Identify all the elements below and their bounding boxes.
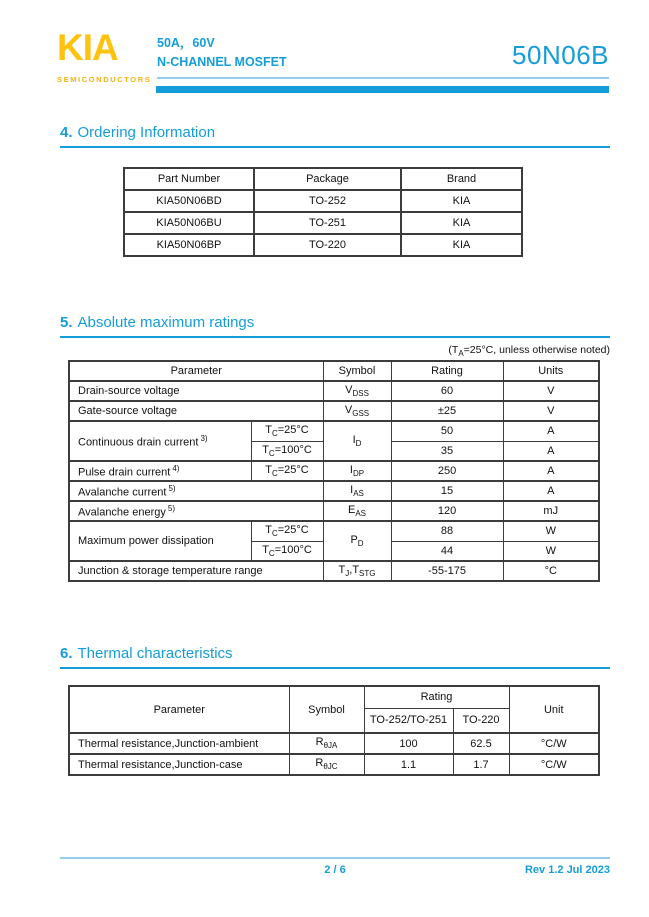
page-footer [60,857,610,878]
unit-cell: V [503,381,599,401]
col-header-part-number: Part Number [124,168,254,190]
section-number: 5. [60,314,73,331]
section-number: 6. [60,645,73,662]
unit-cell: W [503,521,599,541]
col-header-parameter: Parameter [69,361,323,381]
symbol-cell: $I_{AS}$ [323,481,391,501]
unit-cell: mJ [503,501,599,521]
condition-cell: $T_C=25^\circ C$ [251,461,323,481]
brand-cell: KIA [401,212,522,234]
part-number-cell: KIA50N06BP [124,234,254,256]
parameter-cell: Maximum power dissipation [69,521,251,561]
device-type: N-CHANNEL MOSFET [157,55,287,69]
part-number-cell: KIA50N06BD [124,190,254,212]
table-row-vgss [69,401,599,421]
table-row-id-25 [69,421,599,441]
rating-cell: 44 [391,541,503,561]
section-title-text: Absolute maximum ratings [77,314,255,331]
symbol-cell: $P_D$ [323,521,391,561]
footer-rule [60,857,610,859]
parameter-cell: Continuous drain current $^{3)}$ [69,421,251,461]
rating-cell: 60 [391,381,503,401]
condition-cell: $T_C=25^\circ C$ [251,521,323,541]
unit-cell: W [503,541,599,561]
section-number: 4. [60,124,73,141]
condition-cell: $T_C=25^\circ C$ [251,421,323,441]
col-header-unit: Unit [509,686,599,733]
header-rule-thin [157,77,609,79]
rating-cell: 250 [391,461,503,481]
rating-cell: 1.7 [453,754,509,775]
parameter-cell: Avalanche energy $^{5)}$ [69,501,323,521]
table-header-row [69,361,599,381]
package-cell: TO-252 [254,190,401,212]
table-row-vdss [69,381,599,401]
table-header-row [69,686,599,708]
brand-cell: KIA [401,234,522,256]
table-row-rthja [69,733,599,754]
condition-cell: $T_C=100^\circ C$ [251,541,323,561]
unit-cell: A [503,481,599,501]
section-title [60,124,610,148]
section-title-text: Ordering Information [77,124,216,141]
symbol-cell: $E_{AS}$ [323,501,391,521]
table-row [124,212,522,234]
rating-cell: 1.1 [364,754,453,775]
conditions-note: ($T_A=25^\circ C$, unless otherwise noted) [448,344,610,359]
unit-cell: A [503,461,599,481]
rating-cell: 120 [391,501,503,521]
parameter-cell: Avalanche current $^{5)}$ [69,481,323,501]
logo-subtext: SEMICONDUCTORS [57,75,152,84]
part-number: 50N06B [512,40,609,70]
rating-cell: 15 [391,481,503,501]
logo-wordmark: KIA [57,27,118,68]
section-title-text: Thermal characteristics [77,645,233,662]
table-row [124,190,522,212]
table-row [124,234,522,256]
package-cell: TO-220 [254,234,401,256]
symbol-cell: $I_D$ [323,421,391,461]
table-row-eas [69,501,599,521]
table-row-idp [69,461,599,481]
page-indicator: 2 / 6 [324,864,346,876]
col-header-package: Package [254,168,401,190]
parameter-cell: Drain-source voltage [69,381,323,401]
table-row-rthjc [69,754,599,775]
col-header-rating: Rating [391,361,503,381]
symbol-cell: $V_{DSS}$ [323,381,391,401]
symbol-cell: $R_{\theta JA}$ [289,733,364,754]
col-header-parameter: Parameter [69,686,289,733]
absolute-max-ratings-table [68,360,600,582]
col-header-rating: Rating [364,686,509,708]
symbol-cell: $R_{\theta JC}$ [289,754,364,775]
device-summary [157,34,287,72]
unit-cell: A [503,421,599,441]
parameter-cell: Thermal resistance,Junction-case [69,754,289,775]
rating-cell: 88 [391,521,503,541]
revision-label: Rev 1.2 Jul 2023 [524,864,610,876]
unit-cell: A [503,441,599,461]
table-row-ias [69,481,599,501]
device-rating: 50A，60V [157,36,215,50]
col-header-brand: Brand [401,168,522,190]
col-header-to252-to251: TO-252/TO-251 [364,708,453,733]
section-ordering-information [60,124,610,257]
col-header-to220: TO-220 [453,708,509,733]
section-title [60,314,610,338]
unit-cell: V [503,401,599,421]
header-rule-thick [156,86,609,93]
symbol-cell: $I_{DP}$ [323,461,391,481]
table-row-pd-25 [69,521,599,541]
part-number-cell: KIA50N06BU [124,212,254,234]
rating-cell: 62.5 [453,733,509,754]
parameter-cell: Junction & storage temperature range [69,561,323,581]
rating-cell: 50 [391,421,503,441]
section-title [60,645,610,669]
col-header-symbol: Symbol [289,686,364,733]
rating-cell: ±25 [391,401,503,421]
parameter-cell: Pulse drain current $^{4)}$ [69,461,251,481]
brand-cell: KIA [401,190,522,212]
rating-cell: 100 [364,733,453,754]
symbol-cell: $T_J,T_{STG}$ [323,561,391,581]
section-thermal-characteristics [60,645,610,776]
table-row-tj [69,561,599,581]
unit-cell: °C/W [509,754,599,775]
parameter-cell: Gate-source voltage [69,401,323,421]
kia-logo [57,27,167,84]
parameter-cell: Thermal resistance,Junction-ambient [69,733,289,754]
col-header-symbol: Symbol [323,361,391,381]
symbol-cell: $V_{GSS}$ [323,401,391,421]
thermal-characteristics-table [68,685,600,776]
table-header-row [124,168,522,190]
unit-cell: °C [503,561,599,581]
section-absolute-maximum-ratings [60,314,610,582]
rating-cell: -55-175 [391,561,503,581]
col-header-units: Units [503,361,599,381]
condition-cell: $T_C=100^\circ C$ [251,441,323,461]
rating-cell: 35 [391,441,503,461]
ordering-table [123,167,523,257]
package-cell: TO-251 [254,212,401,234]
unit-cell: °C/W [509,733,599,754]
